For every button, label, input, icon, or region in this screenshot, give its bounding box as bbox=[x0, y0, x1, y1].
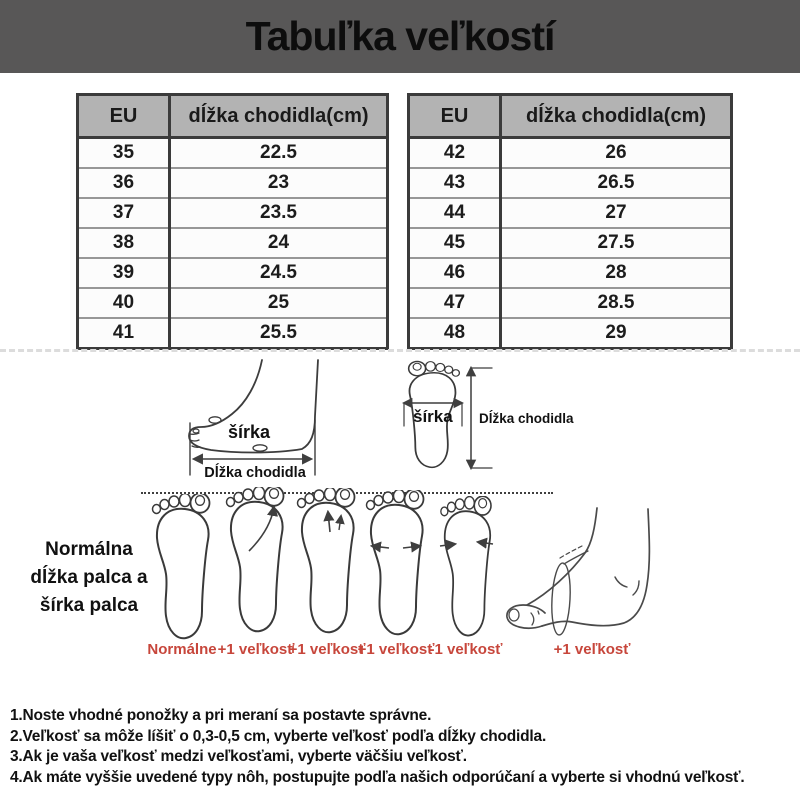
top-length-label: Dĺžka chodidla bbox=[479, 411, 574, 426]
page-title: Tabuľka veľkostí bbox=[245, 13, 555, 59]
size-cell-length: 28.5 bbox=[501, 288, 732, 318]
foot-type-label: +1 veľkosť bbox=[357, 641, 435, 658]
size-cell-length: 26 bbox=[501, 138, 732, 169]
size-cell-eu: 47 bbox=[409, 288, 501, 318]
col-header-length: dĺžka chodidla(cm) bbox=[501, 95, 732, 138]
size-cell-length: 24 bbox=[170, 228, 388, 258]
foot-top-measure-diagram bbox=[392, 352, 577, 480]
table-row bbox=[409, 228, 732, 258]
size-cell-length: 29 bbox=[501, 318, 732, 349]
table-row bbox=[409, 288, 732, 318]
col-header-eu: EU bbox=[409, 95, 501, 138]
top-width-label: šírka bbox=[413, 407, 453, 426]
note-line: 1.Noste vhodné ponožky a pri meraní sa postavte správne. bbox=[10, 707, 432, 724]
size-cell-length: 27.5 bbox=[501, 228, 732, 258]
table-row bbox=[78, 168, 388, 198]
note-line: 4.Ak máte vyššie uvedené typy nôh, postupujte podľa našich odporúčaní a vyberte si vhodnú veľkosť. bbox=[10, 768, 745, 786]
size-cell-eu: 42 bbox=[409, 138, 501, 169]
foot-side-measure-diagram bbox=[165, 356, 335, 482]
foot-tape-measure-sketch bbox=[497, 505, 662, 640]
size-cell-length: 23.5 bbox=[170, 198, 388, 228]
note-line: 2.Veľkosť sa môže líšiť o 0,3-0,5 cm, vyberte veľkosť podľa dĺžky chodidla. bbox=[10, 727, 547, 745]
table-row bbox=[409, 138, 732, 169]
table-header-row bbox=[78, 95, 388, 138]
size-cell-eu: 45 bbox=[409, 228, 501, 258]
size-cell-eu: 35 bbox=[78, 138, 170, 169]
table-row bbox=[409, 168, 732, 198]
caption-line: dĺžka palca a bbox=[30, 567, 148, 588]
size-cell-length: 22.5 bbox=[170, 138, 388, 169]
size-cell-length: 23 bbox=[170, 168, 388, 198]
side-length-label: Dĺžka chodidla bbox=[204, 465, 306, 481]
footprint-normal bbox=[147, 494, 217, 644]
side-width-label: šírka bbox=[228, 422, 271, 442]
size-cell-eu: 40 bbox=[78, 288, 170, 318]
table-header-row bbox=[409, 95, 732, 138]
size-cell-length: 25 bbox=[170, 288, 388, 318]
instruction-notes bbox=[10, 706, 798, 788]
foot-type-label: +1 veľkosť bbox=[288, 641, 366, 658]
size-cell-length: 24.5 bbox=[170, 258, 388, 288]
table-row bbox=[409, 258, 732, 288]
size-cell-eu: 39 bbox=[78, 258, 170, 288]
size-cell-eu: 43 bbox=[409, 168, 501, 198]
foot-type-label: +1 veľkosť bbox=[553, 641, 631, 658]
table-row bbox=[78, 228, 388, 258]
title-banner bbox=[0, 0, 800, 73]
col-header-length: dĺžka chodidla(cm) bbox=[170, 95, 388, 138]
foot-types-caption bbox=[14, 536, 164, 620]
footprint-narrow bbox=[432, 496, 502, 644]
table-row bbox=[78, 288, 388, 318]
footprint-long-second-toe bbox=[292, 488, 362, 640]
table-row bbox=[409, 318, 732, 349]
note-line: 3.Ak je vaša veľkosť medzi veľkosťami, vyberte väčšiu veľkosť. bbox=[10, 748, 467, 765]
size-cell-length: 25.5 bbox=[170, 318, 388, 349]
size-cell-eu: 44 bbox=[409, 198, 501, 228]
table-row bbox=[78, 138, 388, 169]
table-row bbox=[78, 318, 388, 349]
size-cell-length: 27 bbox=[501, 198, 732, 228]
size-cell-eu: 38 bbox=[78, 228, 170, 258]
size-cell-eu: 41 bbox=[78, 318, 170, 349]
size-cell-length: 28 bbox=[501, 258, 732, 288]
size-cell-eu: 36 bbox=[78, 168, 170, 198]
table-row bbox=[78, 258, 388, 288]
col-header-eu: EU bbox=[78, 95, 170, 138]
size-table-eu-42-48 bbox=[407, 93, 733, 350]
foot-type-label: +1 veľkosť bbox=[217, 641, 295, 658]
footprint-wide bbox=[361, 490, 431, 642]
caption-line: šírka palca bbox=[39, 595, 139, 616]
size-cell-length: 26.5 bbox=[501, 168, 732, 198]
foot-type-label: -1 veľkosť bbox=[429, 641, 503, 658]
size-cell-eu: 46 bbox=[409, 258, 501, 288]
size-cell-eu: 37 bbox=[78, 198, 170, 228]
size-table-eu-35-41 bbox=[76, 93, 389, 350]
foot-type-label: Normálne bbox=[147, 641, 217, 658]
size-cell-eu: 48 bbox=[409, 318, 501, 349]
caption-line: Normálna bbox=[45, 539, 133, 560]
table-row bbox=[78, 198, 388, 228]
table-row bbox=[409, 198, 732, 228]
footprint-long-big-toe bbox=[221, 487, 291, 639]
